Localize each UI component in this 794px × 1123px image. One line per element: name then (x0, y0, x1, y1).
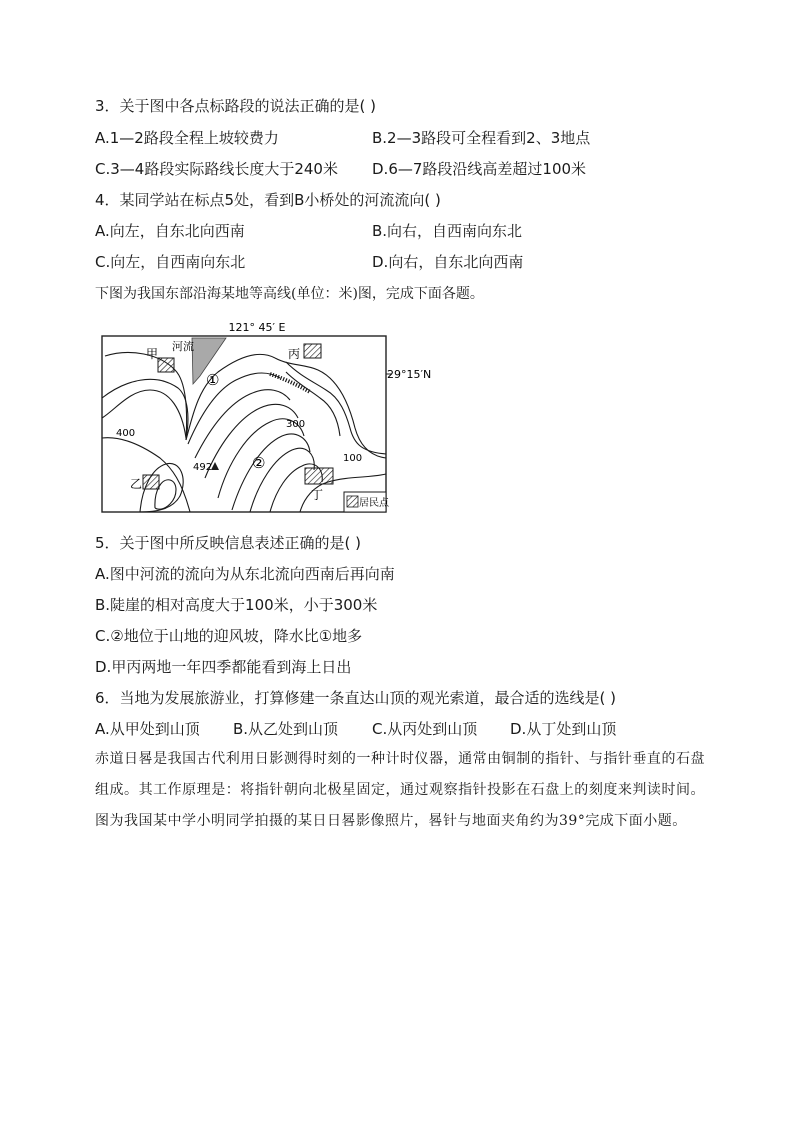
point-2-marker: ② (252, 454, 266, 472)
q4-option-a: A.向左，自东北向西南 (95, 222, 245, 240)
q4-option-b: B.向右，自西南向东北 (372, 222, 523, 240)
legend-label: 居民点 (359, 498, 389, 509)
river-label: 河流 (172, 340, 194, 353)
settlement-bing-icon (304, 344, 321, 358)
place-jia-label: 甲 (146, 347, 159, 361)
place-bing-label: 丙 (288, 347, 301, 361)
question-3-stem: 3．关于图中各点标路段的说法正确的是( ) (95, 97, 377, 115)
legend-settlement-icon (347, 496, 358, 507)
place-yi-label: 乙 (130, 477, 143, 491)
q3-option-b: B.2—3路段可全程看到2、3地点 (372, 129, 591, 147)
contour-400-label: 400 (116, 428, 136, 439)
place-ding-label: 丁 (311, 488, 324, 502)
q5-option-d: D.甲丙两地一年四季都能看到海上日出 (95, 658, 352, 676)
longitude-label: 121° 45′ E (228, 321, 286, 334)
q6-option-c: C.从丙处到山顶 (372, 720, 478, 738)
q6-option-d: D.从丁处到山顶 (510, 720, 617, 738)
q5-option-a: A.图中河流的流向为从东北流向西南后再向南 (95, 565, 395, 583)
question-4-stem: 4．某同学站在标点5处，看到B小桥处的河流流向( ) (95, 191, 441, 209)
map-intro: 下图为我国东部沿海某地等高线(单位：米)图，完成下面各题。 (95, 286, 484, 302)
question-6-stem: 6．当地为发展旅游业，打算修建一条直达山顶的观光索道，最合适的选线是( ) (95, 689, 617, 707)
settlement-ding-icon (305, 468, 333, 484)
q4-option-c: C.向左，自西南向东北 (95, 253, 246, 271)
q6-option-a: A.从甲处到山顶 (95, 720, 200, 738)
question-5-stem: 5．关于图中所反映信息表述正确的是( ) (95, 534, 362, 552)
contour-map (100, 318, 445, 518)
contour-300-label: 300 (286, 419, 306, 430)
q3-option-d: D.6—7路段沿线高差超过100米 (372, 160, 587, 178)
q5-option-b: B.陡崖的相对高度大于100米，小于300米 (95, 596, 378, 614)
q5-option-c: C.②地位于山地的迎风坡，降水比①地多 (95, 627, 363, 645)
settlement-yi-icon (143, 475, 159, 489)
peak-elevation: 492 (193, 462, 213, 473)
q3-option-a: A.1—2路段全程上坡较费力 (95, 129, 279, 147)
latitude-label: 29°15′N (387, 368, 432, 381)
contour-100-label: 100 (343, 453, 363, 464)
settlement-jia-icon (158, 358, 174, 372)
q4-option-d: D.向右，自东北向西南 (372, 253, 524, 271)
q3-option-c: C.3—4路段实际路线长度大于240米 (95, 160, 338, 178)
sundial-intro-paragraph: 赤道日晷是我国古代利用日影测得时刻的一种计时仪器，通常由铜制的指针、与指针垂直的石盘组成。其工作原理是：将指针朝向北极星固定，通过观察指针投影在石盘上的刻度来判读时间。图为我国某中学小明同学拍摄的某日日晷影像照片，晷针与地面夹角约为39°完成下面小题。 (95, 751, 705, 829)
point-1-marker: ① (206, 371, 220, 389)
q6-option-b: B.从乙处到山顶 (233, 720, 339, 738)
